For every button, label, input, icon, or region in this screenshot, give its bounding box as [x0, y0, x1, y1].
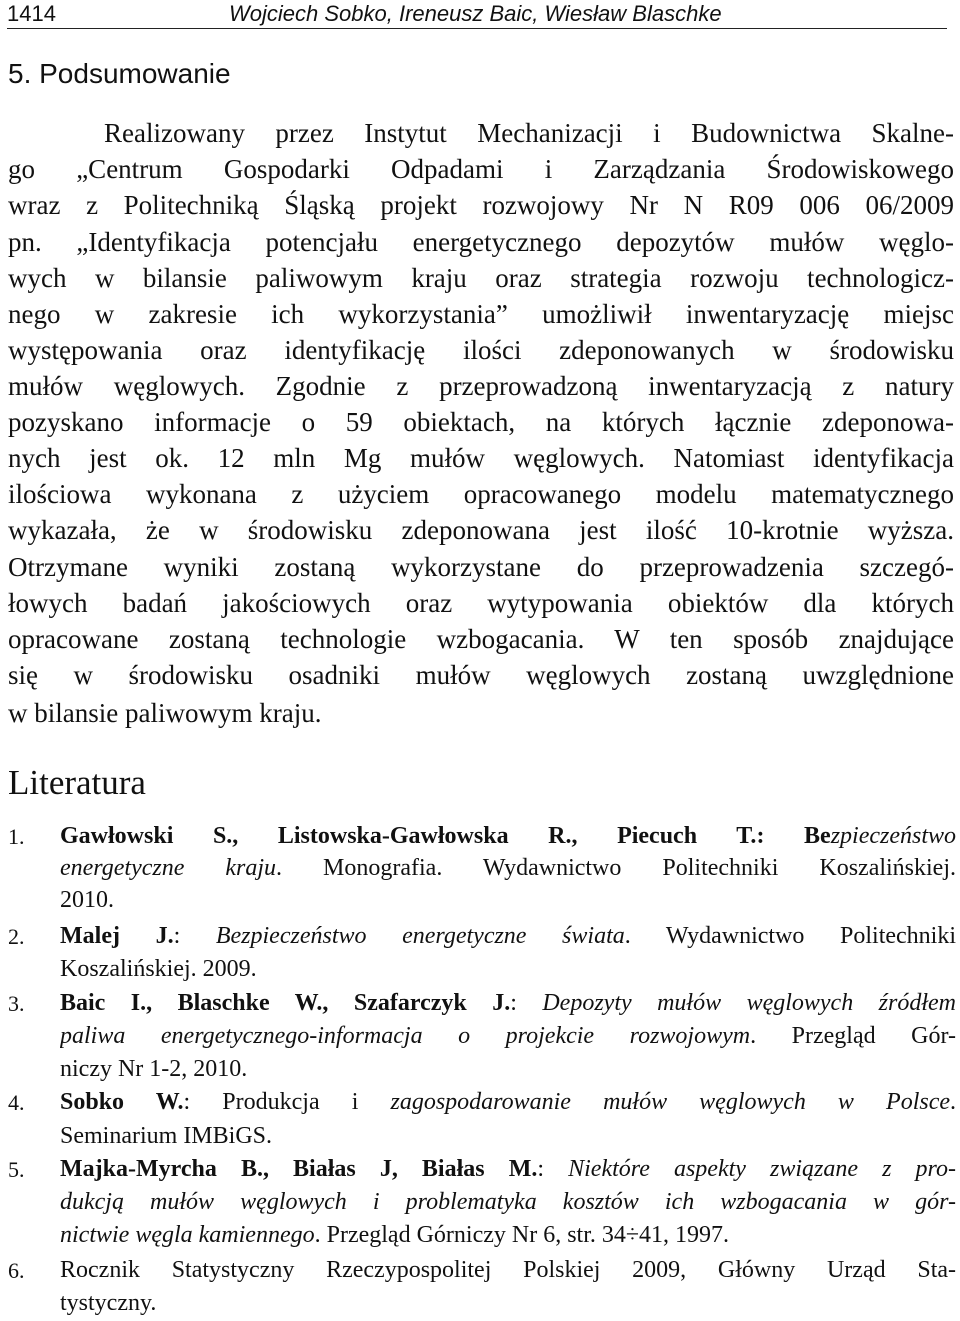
section-title: 5. Podsumowanie [8, 58, 231, 89]
reference-authors: Gawłowski S., Listowska-Gawłowska R., Piecuch T. [60, 823, 757, 849]
reference-line [60, 953, 956, 985]
reference-number: 1. [8, 824, 25, 849]
reference-title: zagospodarowanie mułów węglowych w Polsce [390, 1089, 951, 1115]
paragraph-line: Otrzymane wyniki zostaną wykorzystane do przeprowadzenia szczegó- [8, 552, 954, 582]
reference-text: : [173, 923, 216, 949]
reference-number: 5. [8, 1157, 25, 1182]
reference-line [60, 884, 956, 916]
reference-line [60, 1120, 956, 1152]
reference-line [60, 920, 956, 952]
paragraph-line: ilościowa wykonana z użyciem opracowanego modelu matematycznego [8, 479, 954, 509]
reference-text: . Monografia. Wydawnictwo Politechniki Koszalińskiej. [276, 855, 956, 881]
reference-line [60, 1186, 956, 1218]
paragraph-line: go „Centrum Gospodarki Odpadami i Zarządzania Środowiskowego [8, 154, 954, 184]
paragraph-line: się w środowisku osadniki mułów węglowych zostaną uwzględnione [8, 660, 954, 690]
reference-title: dukcją mułów węglowych i problematyka kosztów ich wzbogacania w gór- [60, 1189, 956, 1215]
reference-text: 2010. [60, 887, 114, 913]
paragraph-line: wykazała, że w środowisku zdeponowana jest ilość 10-krotnie wyższa. [8, 515, 954, 545]
reference-title: paliwa energetycznego-informacja o projekcie rozwojowym [60, 1023, 751, 1049]
reference-title: nictwie węgla kamiennego [60, 1222, 315, 1248]
reference-authors: Sobko W. [60, 1089, 184, 1115]
reference-number: 4. [8, 1090, 25, 1115]
reference-line [60, 987, 956, 1019]
paragraph-line: opracowane zostaną technologie wzbogacania. W ten sposób znajdujące [8, 624, 954, 654]
paragraph-line: nego w zakresie ich wykorzystania” umożliwił inwentaryzację miejsc [8, 299, 954, 329]
reference-number: 2. [8, 924, 25, 949]
reference-text: . Przegląd Górniczy Nr 6, str. 34÷41, 1997. [314, 1222, 730, 1248]
reference-text: Produkcja i [222, 1089, 391, 1115]
running-header [7, 0, 947, 29]
reference-title: Depozyty mułów węglowych źródłem [542, 990, 956, 1016]
reference-number: 3. [8, 991, 25, 1016]
reference-line [60, 820, 956, 852]
page-number: 1414 [7, 1, 56, 26]
reference-line [60, 1086, 956, 1118]
paragraph-line: w bilansie paliwowym kraju. [8, 698, 322, 728]
paragraph-line: nych jest ok. 12 mln Mg mułów węglowych. Natomiast identyfikacja [8, 443, 954, 473]
reference-text: Seminarium IMBiGS. [60, 1123, 273, 1149]
running-header-authors: Wojciech Sobko, Ireneusz Baic, Wiesław Blaschke [229, 1, 722, 26]
reference-title: Niektóre aspekty związane z pro- [568, 1156, 956, 1182]
reference-line [60, 1287, 956, 1319]
paragraph-line: wych w bilansie paliwowym kraju oraz strategia rozwoju technologicz- [8, 263, 954, 293]
reference-text: : [537, 1156, 569, 1182]
reference-text: . Przegląd Gór- [750, 1023, 956, 1049]
reference-line [60, 852, 956, 884]
paragraph-line: Realizowany przez Instytut Mechanizacji i Budownictwa Skalne- [104, 118, 954, 148]
paragraph-line: łowych badań jakościowych oraz wytypowania obiektów dla których [8, 588, 954, 618]
reference-authors: Majka-Myrcha B., Białas J, Białas M. [60, 1156, 538, 1182]
paragraph-line: wraz z Politechniką Śląską projekt rozwojowy Nr N R09 006 06/2009 [8, 190, 954, 220]
reference-text: tystyczny. [60, 1290, 157, 1316]
reference-authors: Baic I., Blaschke W., Szafarczyk J. [60, 990, 511, 1016]
reference-title: Bezpieczeństwo energetyczne świata [215, 923, 625, 949]
reference-text: Koszalińskiej. 2009. [60, 956, 257, 982]
paragraph-line: mułów węglowych. Zgodnie z przeprowadzoną inwentaryzacją z natury [8, 371, 954, 401]
reference-text: niczy Nr 1-2, 2010. [60, 1056, 248, 1082]
reference-title: zpieczeństwo [830, 823, 956, 849]
reference-text: : [510, 990, 543, 1016]
reference-line [60, 1254, 956, 1286]
literature-heading: Literatura [8, 763, 146, 802]
reference-line [60, 1020, 956, 1052]
reference-title: energetyczne kraju [60, 855, 277, 881]
paragraph-line: występowania oraz identyfikację ilości zdeponowanych w środowisku [8, 335, 954, 365]
reference-text: . Wydawnictwo Politechniki [624, 923, 956, 949]
reference-authors: Malej J. [60, 923, 174, 949]
reference-line [60, 1153, 956, 1185]
reference-number: 6. [8, 1258, 25, 1283]
reference-text: Rocznik Statystyczny Rzeczypospolitej Polskiej 2009, Główny Urząd Sta- [60, 1257, 956, 1283]
reference-authors: : Be [756, 823, 831, 849]
paragraph-line: pozyskano informacje o 59 obiektach, na których łącznie zdeponowa- [8, 407, 954, 437]
paragraph-line: pn. „Identyfikacja potencjału energetycznego depozytów mułów węglo- [8, 227, 954, 257]
reference-text: . [950, 1089, 956, 1115]
reference-line [60, 1053, 956, 1085]
reference-line [60, 1219, 956, 1251]
reference-text: : [183, 1089, 223, 1115]
